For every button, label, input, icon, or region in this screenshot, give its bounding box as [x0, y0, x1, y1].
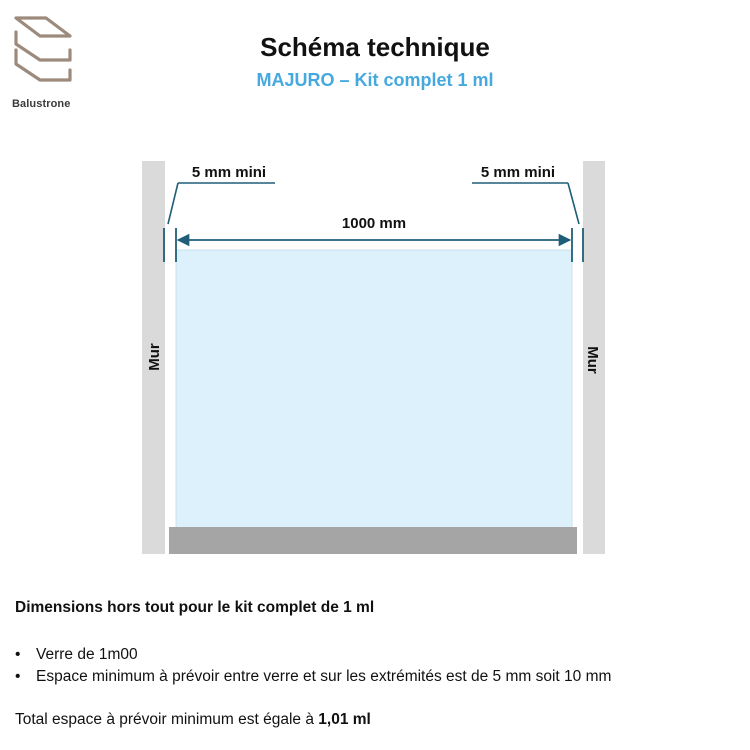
page-title: Schéma technique — [260, 32, 490, 62]
total-line — [15, 711, 371, 729]
left-gap-leader — [168, 183, 178, 224]
right-gap-leader — [568, 183, 579, 224]
right-wall-label: Mur — [584, 346, 601, 374]
base-profile — [169, 527, 577, 554]
info-heading: Dimensions hors tout pour le kit complet de 1 ml — [15, 599, 375, 616]
total-value: 1,01 ml — [318, 711, 371, 728]
right-gap-label: 5 mm mini — [480, 164, 556, 181]
glass-panel — [176, 250, 572, 528]
left-wall-label: Mur — [146, 343, 163, 371]
list-item: • Verre de 1m00 — [15, 644, 611, 666]
list-item: • Espace minimum à prévoir entre verre et sur les extrémités est de 5 mm soit 10 mm — [15, 666, 611, 688]
left-gap-label: 5 mm mini — [191, 164, 267, 181]
width-dimension-label: 1000 mm — [341, 215, 407, 232]
total-prefix: Total espace à prévoir minimum est égale à — [15, 711, 319, 728]
page-subtitle: MAJURO – Kit complet 1 ml — [256, 70, 494, 90]
brand-name: Balustrone — [12, 98, 71, 110]
info-bullet-list — [15, 644, 611, 688]
